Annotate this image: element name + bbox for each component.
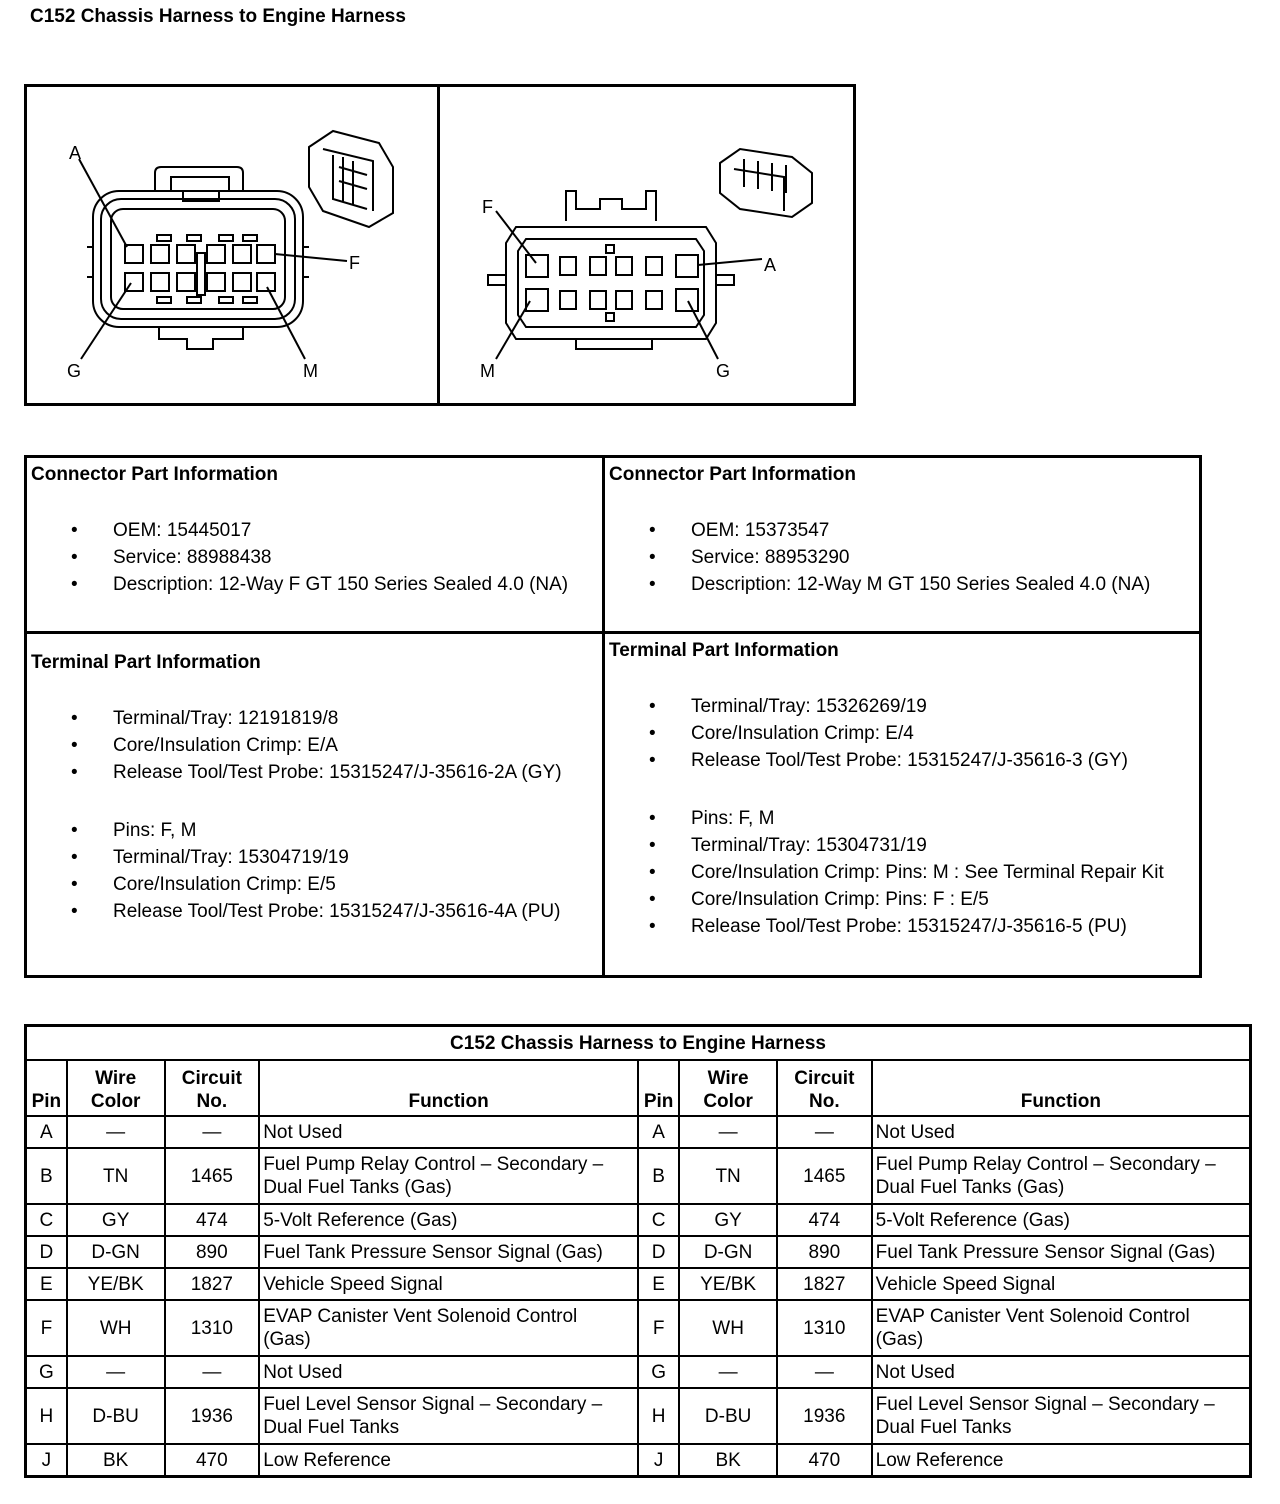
wire-color-cell: BK xyxy=(679,1444,777,1477)
list-item: • Service: 88988438 xyxy=(31,544,602,571)
part-information-grid xyxy=(24,455,1202,978)
pin-cell: E xyxy=(638,1268,679,1300)
table-row xyxy=(26,1388,1251,1444)
list-item: • Release Tool/Test Probe: 15315247/J-35616-3 (GY) xyxy=(609,747,1199,774)
wire-color-cell: — xyxy=(679,1116,777,1148)
wire-color-cell: TN xyxy=(67,1148,165,1204)
function-cell: Low Reference xyxy=(872,1444,1251,1477)
function-cell: EVAP Canister Vent Solenoid Control (Gas) xyxy=(259,1300,638,1356)
connector-info-heading: Connector Part Information xyxy=(609,464,857,485)
diagram-pin-label-m: M xyxy=(303,361,318,381)
diagram-pin-label-f: F xyxy=(482,197,494,217)
list-item: • Pins: F, M xyxy=(31,817,602,844)
pin-cell: F xyxy=(638,1300,679,1356)
wire-color-cell: YE/BK xyxy=(679,1268,777,1300)
pin-cell: C xyxy=(638,1204,679,1236)
terminal-info-heading: Terminal Part Information xyxy=(609,640,839,661)
pin-cell: B xyxy=(638,1148,679,1204)
circuit-cell: 890 xyxy=(777,1236,872,1268)
function-cell: Fuel Pump Relay Control – Secondary – Dual Fuel Tanks (Gas) xyxy=(872,1148,1251,1204)
table-row xyxy=(26,1116,1251,1148)
function-cell: Fuel Level Sensor Signal – Secondary – Dual Fuel Tanks xyxy=(872,1388,1251,1444)
circuit-cell: 1310 xyxy=(777,1300,872,1356)
connector-info-list xyxy=(31,517,602,598)
list-item: • Core/Insulation Crimp: Pins: F : E/5 xyxy=(609,886,1199,913)
diagram-pin-label-a: A xyxy=(69,143,82,163)
diagram-pin-label-g: G xyxy=(67,361,82,381)
pin-cell: H xyxy=(26,1388,67,1444)
connector-info-right xyxy=(605,458,1199,634)
table-row xyxy=(26,1300,1251,1356)
list-item: • Release Tool/Test Probe: 15315247/J-35616-4A (PU) xyxy=(31,898,602,925)
wire-color-cell: — xyxy=(679,1356,777,1388)
list-item: • Terminal/Tray: 15304719/19 xyxy=(31,844,602,871)
function-cell: Fuel Tank Pressure Sensor Signal (Gas) xyxy=(872,1236,1251,1268)
list-item: • Release Tool/Test Probe: 15315247/J-35616-2A (GY) xyxy=(31,759,602,786)
table-row xyxy=(26,1356,1251,1388)
function-cell: Vehicle Speed Signal xyxy=(872,1268,1251,1300)
terminal-info-right xyxy=(605,634,1199,975)
wire-color-cell: GY xyxy=(679,1204,777,1236)
pin-cell: J xyxy=(26,1444,67,1477)
column-header-pin: Pin xyxy=(26,1060,67,1116)
pin-cell: C xyxy=(26,1204,67,1236)
terminal-info-heading: Terminal Part Information xyxy=(31,652,261,673)
circuit-cell: 1827 xyxy=(777,1268,872,1300)
table-row xyxy=(26,1236,1251,1268)
circuit-cell: 474 xyxy=(165,1204,260,1236)
pin-cell: F xyxy=(26,1300,67,1356)
pinout-table xyxy=(24,1024,1252,1478)
pin-cell: G xyxy=(638,1356,679,1388)
function-cell: Fuel Level Sensor Signal – Secondary – Dual Fuel Tanks xyxy=(259,1388,638,1444)
function-cell: Low Reference xyxy=(259,1444,638,1477)
list-item: • Terminal/Tray: 12191819/8 xyxy=(31,705,602,732)
circuit-cell: — xyxy=(777,1116,872,1148)
function-cell: Not Used xyxy=(872,1356,1251,1388)
circuit-cell: 470 xyxy=(165,1444,260,1477)
function-cell: Not Used xyxy=(259,1116,638,1148)
column-header-function: Function xyxy=(259,1060,638,1116)
circuit-cell: 1465 xyxy=(165,1148,260,1204)
connector-info-list xyxy=(609,517,1199,598)
table-caption: C152 Chassis Harness to Engine Harness xyxy=(26,1026,1251,1061)
column-header-circuit: Circuit No. xyxy=(777,1060,872,1116)
terminal-info-list xyxy=(609,693,1199,774)
list-item: • Description: 12-Way M GT 150 Series Sealed 4.0 (NA) xyxy=(609,571,1199,598)
list-item: • Pins: F, M xyxy=(609,805,1199,832)
wire-color-cell: — xyxy=(67,1356,165,1388)
circuit-cell: 890 xyxy=(165,1236,260,1268)
terminal-info-list xyxy=(609,805,1199,940)
circuit-cell: 1936 xyxy=(165,1388,260,1444)
circuit-cell: 1827 xyxy=(165,1268,260,1300)
circuit-cell: 1936 xyxy=(777,1388,872,1444)
column-header-wire-color: Wire Color xyxy=(67,1060,165,1116)
function-cell: Fuel Pump Relay Control – Secondary – Dual Fuel Tanks (Gas) xyxy=(259,1148,638,1204)
page-title: C152 Chassis Harness to Engine Harness xyxy=(30,6,406,27)
circuit-cell: 474 xyxy=(777,1204,872,1236)
circuit-cell: 1310 xyxy=(165,1300,260,1356)
column-header-pin: Pin xyxy=(638,1060,679,1116)
function-cell: Not Used xyxy=(872,1116,1251,1148)
circuit-cell: 470 xyxy=(777,1444,872,1477)
column-header-wire-color: Wire Color xyxy=(679,1060,777,1116)
pin-cell: D xyxy=(638,1236,679,1268)
list-item: • Core/Insulation Crimp: Pins: M : See Terminal Repair Kit xyxy=(609,859,1199,886)
wire-color-cell: D-BU xyxy=(67,1388,165,1444)
connector-info-left xyxy=(27,458,605,634)
table-row xyxy=(26,1148,1251,1204)
wire-color-cell: GY xyxy=(67,1204,165,1236)
column-header-function: Function xyxy=(872,1060,1251,1116)
diagram-pin-label-f: F xyxy=(349,253,360,273)
pin-cell: B xyxy=(26,1148,67,1204)
list-item: • Core/Insulation Crimp: E/5 xyxy=(31,871,602,898)
circuit-cell: — xyxy=(165,1116,260,1148)
wire-color-cell: BK xyxy=(67,1444,165,1477)
pin-cell: J xyxy=(638,1444,679,1477)
terminal-info-list xyxy=(31,817,602,925)
terminal-info-left xyxy=(27,634,605,975)
wire-color-cell: YE/BK xyxy=(67,1268,165,1300)
pin-cell: G xyxy=(26,1356,67,1388)
function-cell: 5-Volt Reference (Gas) xyxy=(872,1204,1251,1236)
connector-info-heading: Connector Part Information xyxy=(31,464,279,485)
connector-diagram-frame xyxy=(24,84,856,406)
table-row xyxy=(26,1444,1251,1477)
list-item: • OEM: 15445017 xyxy=(31,517,602,544)
wire-color-cell: WH xyxy=(67,1300,165,1356)
column-header-circuit: Circuit No. xyxy=(165,1060,260,1116)
circuit-cell: — xyxy=(165,1356,260,1388)
list-item: • Service: 88953290 xyxy=(609,544,1199,571)
function-cell: 5-Volt Reference (Gas) xyxy=(259,1204,638,1236)
wire-color-cell: D-BU xyxy=(679,1388,777,1444)
pin-cell: A xyxy=(638,1116,679,1148)
table-row xyxy=(26,1204,1251,1236)
list-item: • Terminal/Tray: 15326269/19 xyxy=(609,693,1199,720)
wire-color-cell: WH xyxy=(679,1300,777,1356)
circuit-cell: — xyxy=(777,1356,872,1388)
female-connector-face xyxy=(27,87,440,403)
list-item: • OEM: 15373547 xyxy=(609,517,1199,544)
function-cell: Not Used xyxy=(259,1356,638,1388)
list-item: • Core/Insulation Crimp: E/A xyxy=(31,732,602,759)
pin-cell: A xyxy=(26,1116,67,1148)
function-cell: Vehicle Speed Signal xyxy=(259,1268,638,1300)
pin-cell: H xyxy=(638,1388,679,1444)
list-item: • Terminal/Tray: 15304731/19 xyxy=(609,832,1199,859)
diagram-pin-label-g: G xyxy=(716,361,731,381)
female-connector-diagram xyxy=(27,87,440,403)
list-item: • Core/Insulation Crimp: E/4 xyxy=(609,720,1199,747)
diagram-pin-label-a: A xyxy=(764,255,777,275)
pin-cell: D xyxy=(26,1236,67,1268)
terminal-info-list xyxy=(31,705,602,786)
male-connector-diagram xyxy=(440,87,853,403)
function-cell: EVAP Canister Vent Solenoid Control (Gas) xyxy=(872,1300,1251,1356)
wire-color-cell: TN xyxy=(679,1148,777,1204)
diagram-pin-label-m: M xyxy=(480,361,496,381)
male-connector-face xyxy=(440,87,853,403)
function-cell: Fuel Tank Pressure Sensor Signal (Gas) xyxy=(259,1236,638,1268)
list-item: • Description: 12-Way F GT 150 Series Sealed 4.0 (NA) xyxy=(31,571,602,598)
pin-cell: E xyxy=(26,1268,67,1300)
list-item: • Release Tool/Test Probe: 15315247/J-35616-5 (PU) xyxy=(609,913,1199,940)
wire-color-cell: D-GN xyxy=(679,1236,777,1268)
wire-color-cell: — xyxy=(67,1116,165,1148)
wire-color-cell: D-GN xyxy=(67,1236,165,1268)
table-row xyxy=(26,1268,1251,1300)
circuit-cell: 1465 xyxy=(777,1148,872,1204)
